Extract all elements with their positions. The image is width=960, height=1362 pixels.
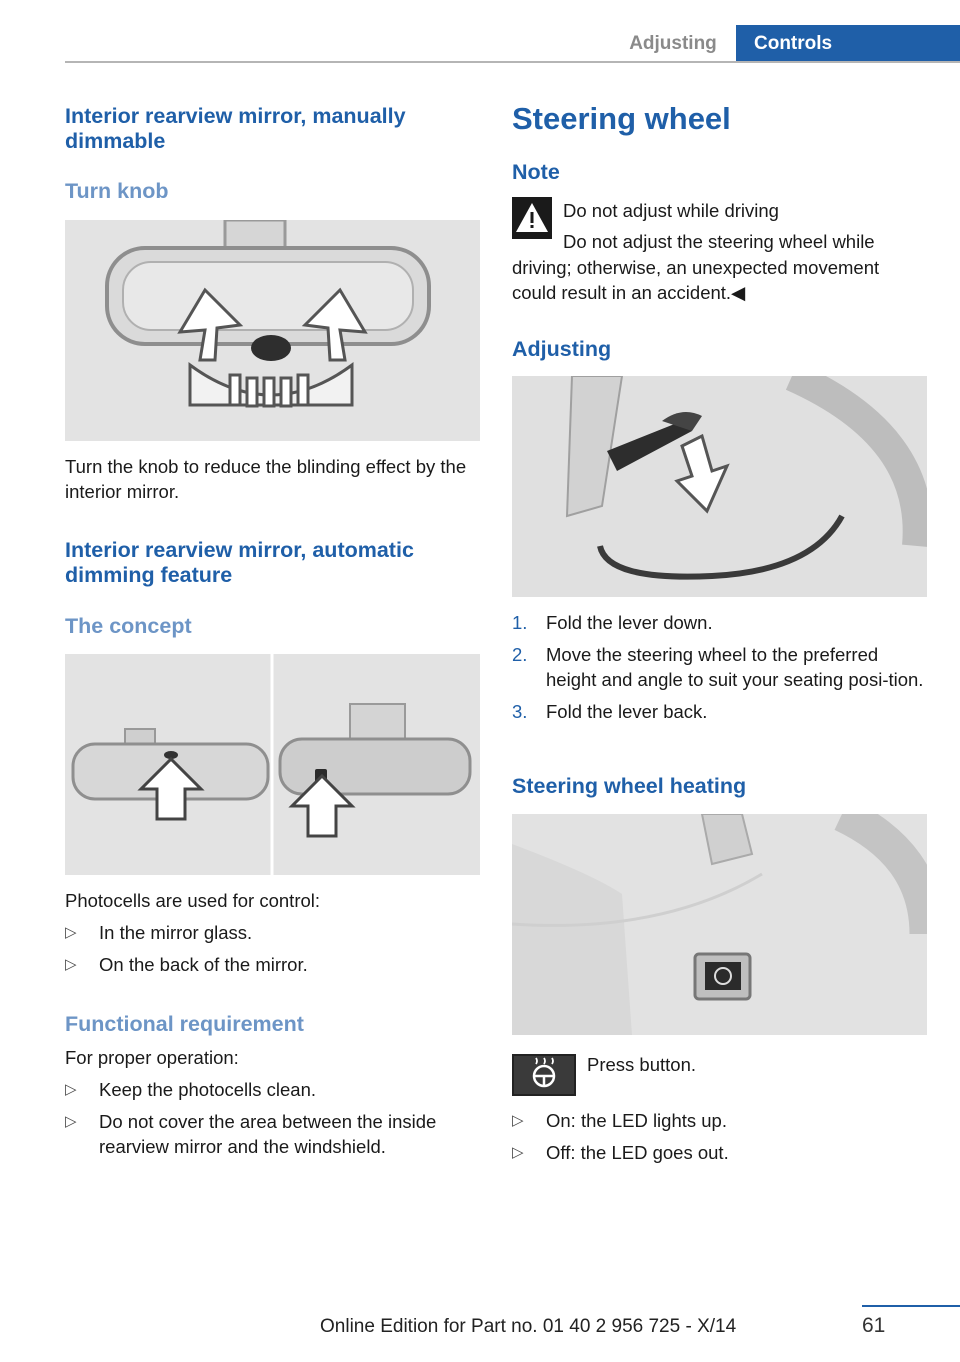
list-item: ▷ On the back of the mirror.	[65, 954, 308, 975]
steering-heating-button-icon	[512, 1054, 576, 1096]
warning-icon	[512, 197, 552, 239]
list-item: ▷ On: the LED lights up.	[512, 1110, 727, 1131]
heading-note: Note	[512, 160, 560, 184]
footer-divider	[862, 1305, 960, 1307]
heading-functional-requirement: Functional requirement	[65, 1012, 304, 1036]
mirror-turn-knob-image	[65, 220, 480, 441]
heading-mirror-auto: Interior rearview mirror, automatic dimming feature	[65, 538, 414, 587]
operation-list	[65, 1077, 475, 1166]
heading-mirror-manual: Interior rearview mirror, manually dimmable	[65, 104, 406, 153]
triangle-bullet-icon: ▷	[512, 1144, 524, 1161]
note-body-rest: driving; otherwise, an unexpected movement could result in an accident.◀	[512, 257, 880, 303]
triangle-bullet-icon: ▷	[65, 1113, 77, 1130]
edition-label: Online Edition for Part no. 01 40 2 956 725 - X/14	[320, 1316, 737, 1337]
photocells-text: Photocells are used for control:	[65, 890, 321, 911]
proper-operation-text: For proper operation:	[65, 1047, 239, 1068]
page-number: 61	[862, 1314, 886, 1337]
list-item: ▷ Keep the photocells clean.	[65, 1079, 317, 1100]
triangle-bullet-icon: ▷	[512, 1112, 524, 1129]
note-body-first: Do not adjust the steering wheel while	[563, 231, 875, 252]
press-button-text: Press button.	[587, 1054, 697, 1075]
photocells-list	[65, 920, 475, 984]
list-item: ▷ In the mirror glass.	[65, 922, 253, 943]
heading-turn-knob: Turn knob	[65, 179, 169, 203]
heading-steering-heating: Steering wheel heating	[512, 774, 747, 798]
list-item: 2. Move the steering wheel to the preferred height and angle to suit your seating posi‐tion.	[512, 644, 924, 690]
heading-steering-wheel: Steering wheel	[512, 101, 731, 136]
heading-concept: The concept	[65, 614, 192, 638]
mirror-photocells-image	[65, 654, 480, 875]
heading-adjusting: Adjusting	[512, 337, 612, 361]
triangle-bullet-icon: ▷	[65, 924, 77, 941]
list-item: 3. Fold the lever back.	[512, 701, 708, 722]
list-item: 1. Fold the lever down.	[512, 612, 713, 633]
header-chapter-tab: Controls	[736, 25, 960, 62]
triangle-bullet-icon: ▷	[65, 1081, 77, 1098]
header-section-tab: Adjusting	[629, 32, 717, 54]
steering-lever-image	[512, 376, 927, 597]
note-title: Do not adjust while driving	[563, 200, 779, 221]
heating-list	[512, 1108, 927, 1172]
list-item: ▷ Off: the LED goes out.	[512, 1142, 729, 1163]
steering-heating-image	[512, 814, 927, 1035]
triangle-bullet-icon: ▷	[65, 956, 77, 973]
list-item: ▷ Do not cover the area between the inside rearview mirror and the windshield.	[65, 1111, 437, 1157]
adjusting-steps	[512, 610, 927, 731]
header-divider	[65, 61, 960, 63]
turn-knob-description: Turn the knob to reduce the blinding effect by the interior mirror.	[65, 456, 467, 502]
